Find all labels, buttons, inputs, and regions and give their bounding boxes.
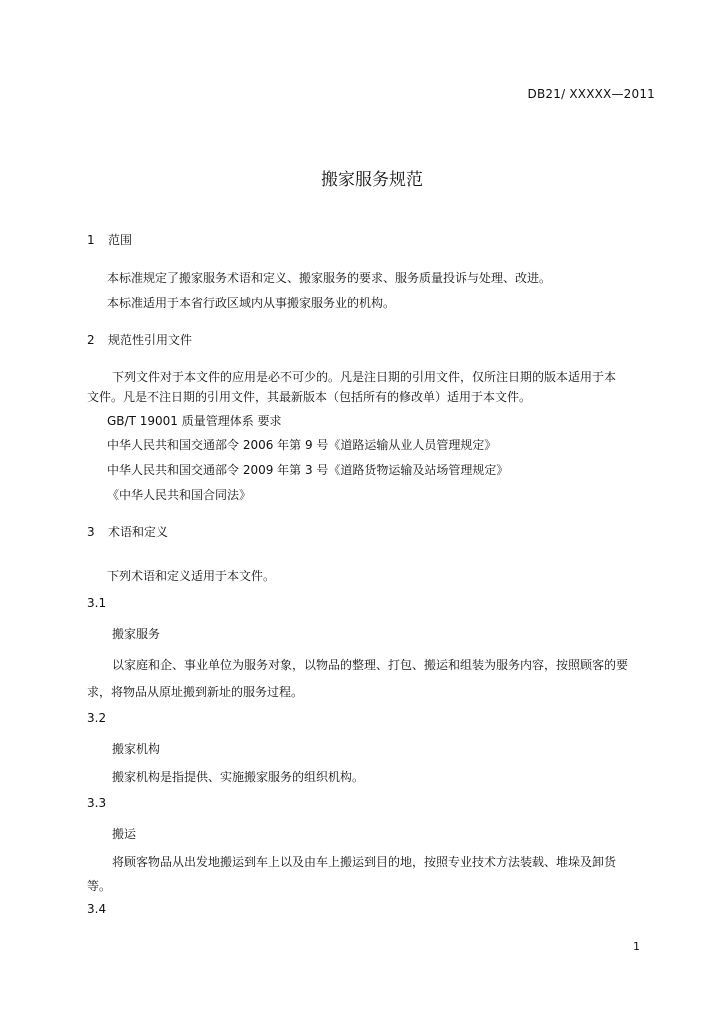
section-title: 范围 [108,233,133,247]
section-number: 3 [87,525,95,539]
reference-item: 中华人民共和国交通部令 2009 年第 3 号《道路货物运输及站场管理规定》 [107,463,509,477]
term-name: 搬运 [112,827,137,841]
definition-line: 求，将物品从原址搬到新址的服务过程。 [87,685,304,699]
clause-number: 3.4 [87,902,107,916]
section-title: 规范性引用文件 [108,333,193,347]
paragraph-line: 下列文件对于本文件的应用是必不可少的。凡是注日期的引用文件，仅所注日期的版本适用于本 [112,370,617,384]
section-heading-1 [87,231,132,248]
reference-item: 中华人民共和国交通部令 2006 年第 9 号《道路运输从业人员管理规定》 [107,438,497,452]
paragraph: 本标准适用于本省行政区域内从事搬家服务业的机构。 [107,296,396,310]
paragraph: 本标准规定了搬家服务术语和定义、搬家服务的要求、服务质量投诉与处理、改进。 [107,271,552,285]
section-title: 术语和定义 [108,525,169,539]
term-name: 搬家服务 [112,627,161,641]
page-number: 1 [633,940,640,953]
reference-item: 《中华人民共和国合同法》 [107,488,252,502]
definition-line: 搬家机构是指提供、实施搬家服务的组织机构。 [112,770,365,784]
document-title: 搬家服务规范 [321,170,423,190]
reference-item: GB/T 19001 质量管理体系 要求 [107,414,282,428]
clause-number: 3.3 [87,796,107,810]
section-number: 2 [87,333,95,347]
paragraph-line: 文件。凡是不注日期的引用文件，其最新版本（包括所有的修改单）适用于本文件。 [87,390,532,404]
section-heading-3 [87,523,168,540]
clause-number: 3.1 [87,596,107,610]
definition-line: 以家庭和企、事业单位为服务对象，以物品的整理、打包、搬运和组装为服务内容，按照顾客的要 [112,658,629,672]
section-heading-2 [87,331,192,348]
document-code: DB21/ XXXXX—2011 [527,87,655,101]
definition-line: 将顾客物品从出发地搬运到车上以及由车上搬运到目的地，按照专业技术方法装载、堆垛及卸货 [112,855,617,869]
section-number: 1 [87,233,95,247]
paragraph: 下列术语和定义适用于本文件。 [107,569,276,583]
clause-number: 3.2 [87,711,107,725]
term-name: 搬家机构 [112,742,161,756]
definition-line: 等。 [87,879,112,893]
